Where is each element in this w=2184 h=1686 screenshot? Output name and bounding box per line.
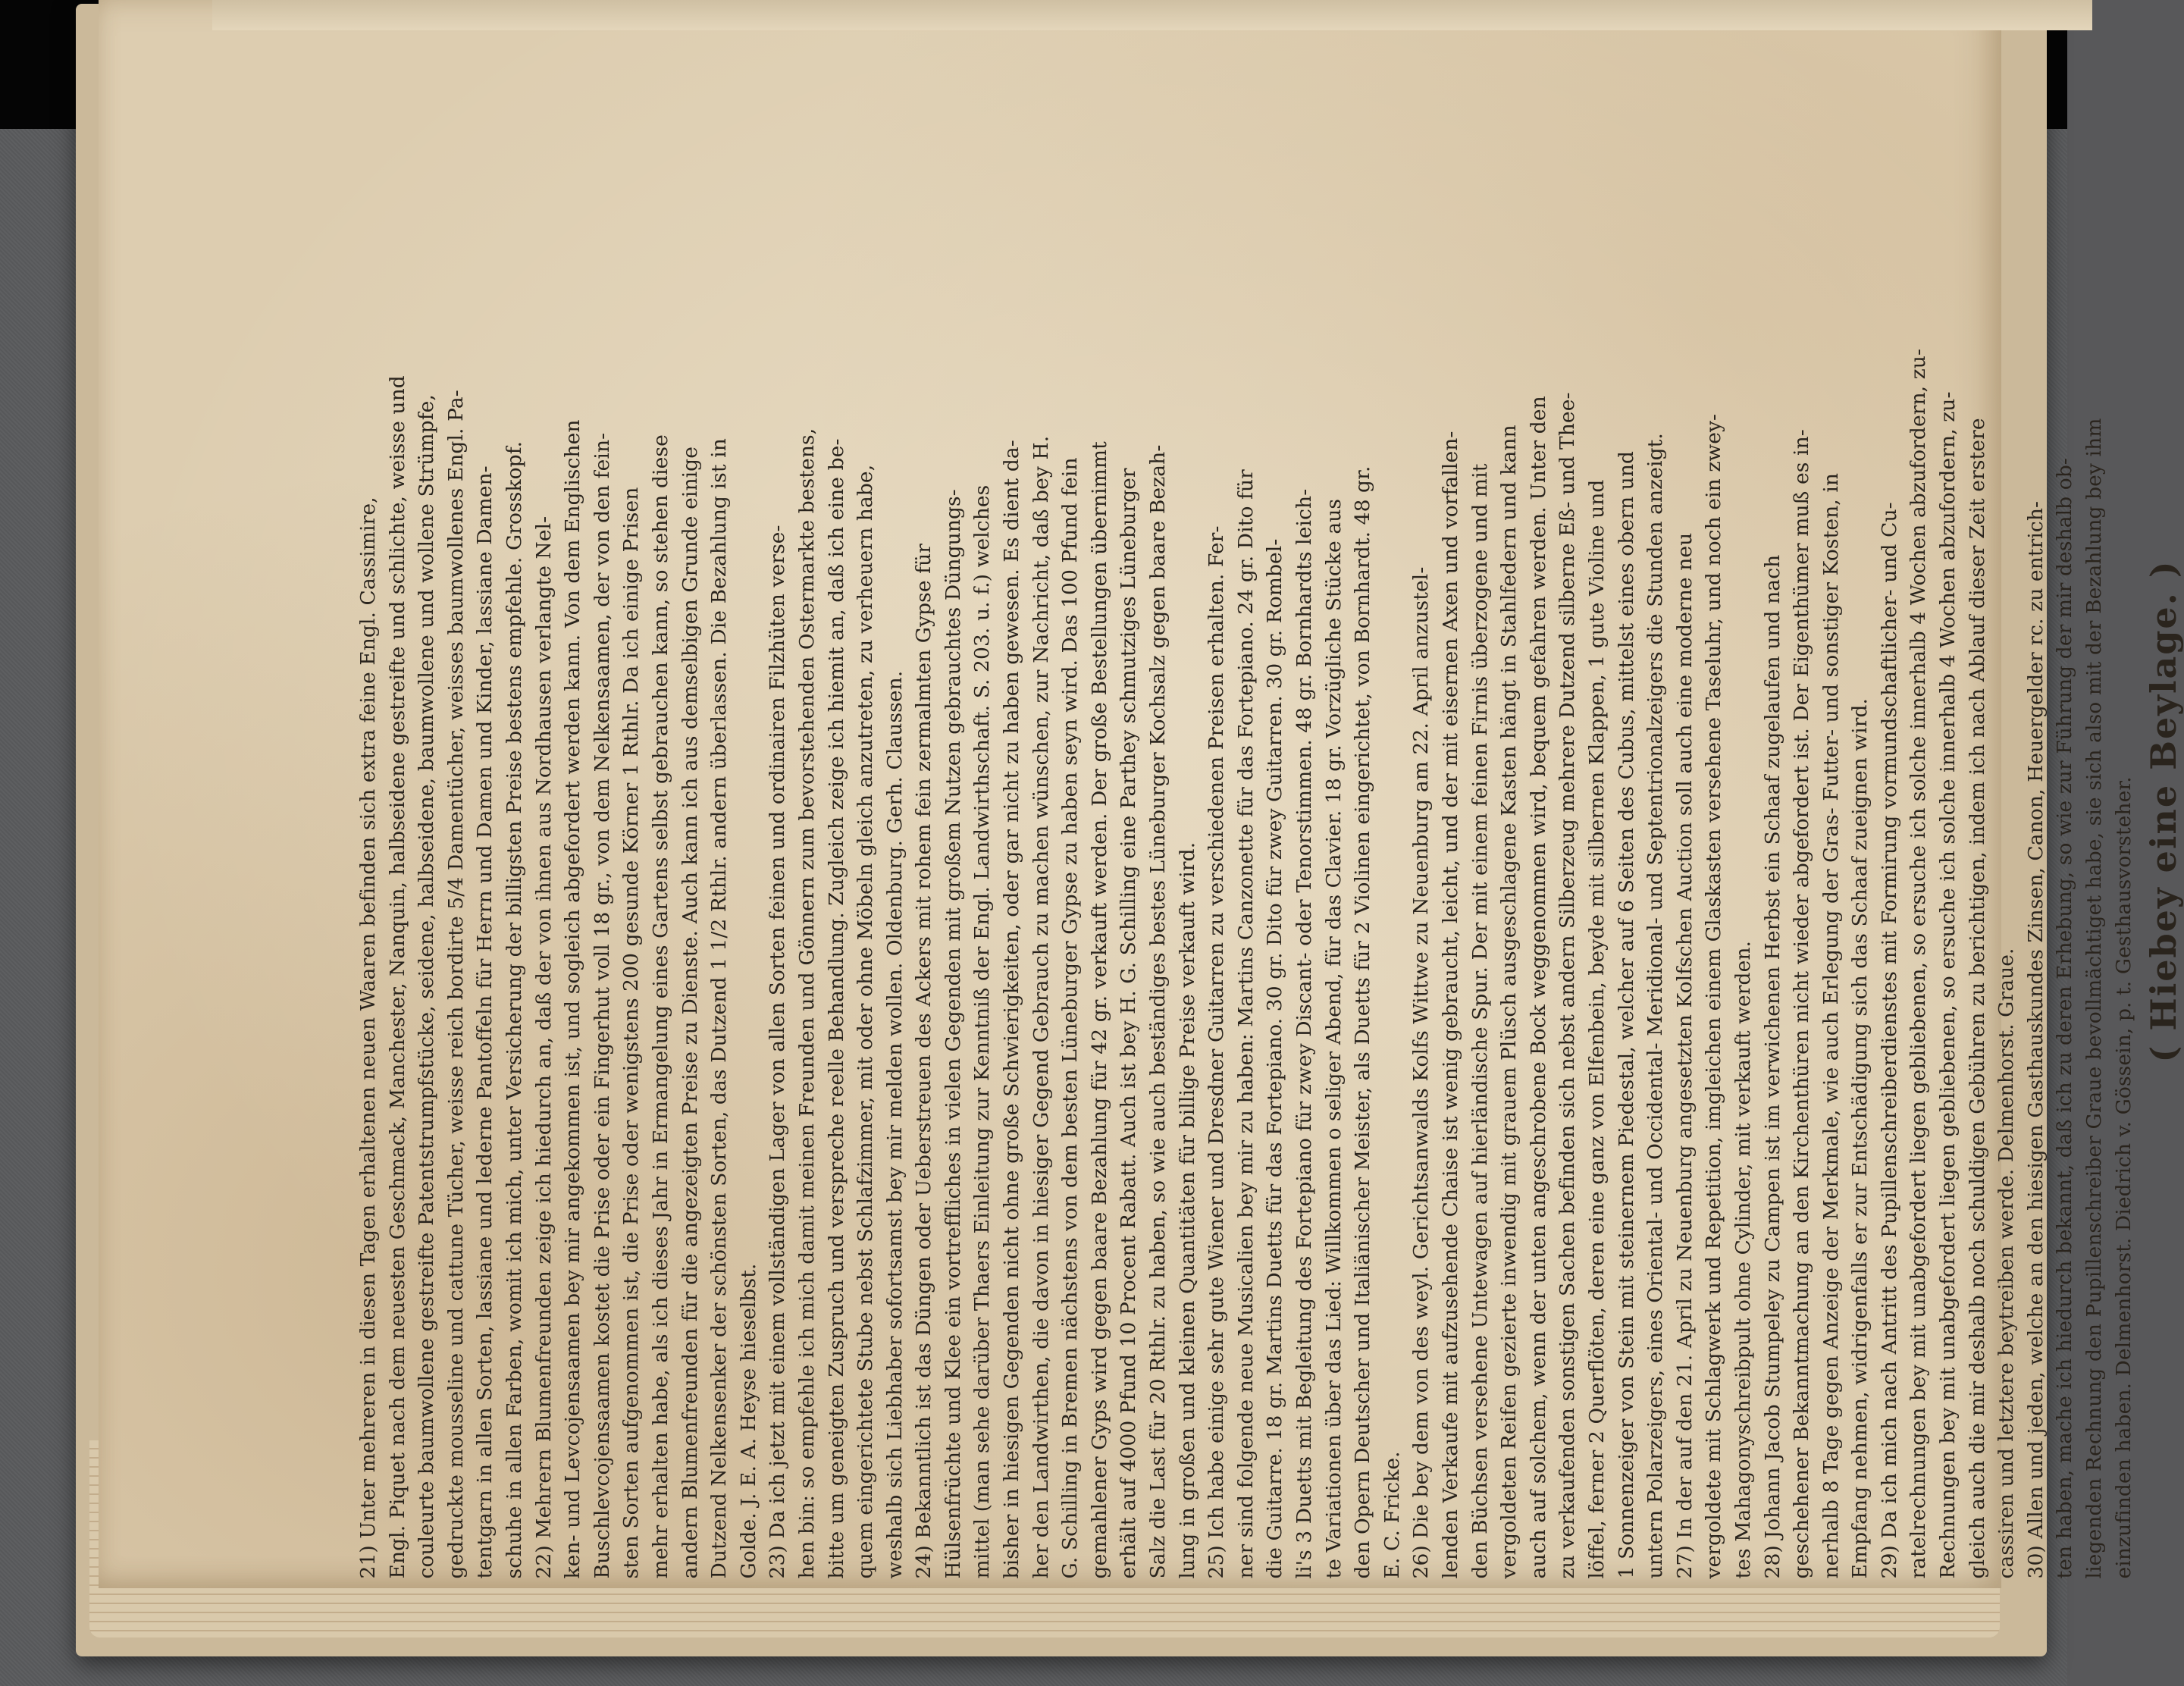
supplement-note: ( Hiebey eine Beylage. ) <box>2143 559 2184 1063</box>
text-line: die Guitarre. 18 gr. Martins Duetts für das Fortepiano. 30 gr. Dito für zwey Guitarren. 30 gr. Rombel- <box>1263 538 1287 1579</box>
advertisement-p22 <box>530 44 764 1579</box>
text-line: Hülsenfrüchte und Klee ein vortreffliches in vielen Gegenden mit großem Nutzen gebrauchtes Düngungs- <box>941 489 965 1579</box>
text-line: 21) Unter mehreren in diesen Tagen erhaltenen neuen Waaren befinden sich extra feine Engl. Cassimire, <box>356 497 380 1579</box>
advertisement-p21 <box>354 44 530 1579</box>
text-line: löffel, ferner 2 Querflöten, deren eine ganz von Elfenbein, beyde mit silbernen Klappen, 1 gute Violine und <box>1584 479 1609 1579</box>
text-line: te Variationen über das Lied: Willkommen o seliger Abend, für das Clavier. 18 gr. Vorzügliche Stücke aus <box>1321 498 1346 1579</box>
text-line: 30) Allen und jeden, welche an den hiesigen Gasthauskundes Zinsen, Canon, Heuergelder rc. zu entrich- <box>2023 500 2048 1579</box>
text-line: gemahlener Gyps wird gegen baare Bezahlung für 42 gr. verkauft werden. Der große Bestellungen übernimmt <box>1087 441 1111 1579</box>
text-line: 29) Da ich mich nach Antritt des Pupillenschreiberdienstes mit Formirung vormundschaftlicher- und Cu- <box>1877 502 1901 1579</box>
text-line: weshalb sich Liebhaber sofortsamst bey mir melden wollen. Oldenburg. Gerh. Claussen. <box>882 670 907 1579</box>
text-line: Engl. Piquet nach dem neuesten Geschmack, Manchester, Nanquin, halbseidene gestreifte und schlichte, weisse und <box>385 375 409 1579</box>
text-line: 24) Bekanntlich ist das Düngen oder Ueberstreuen des Ackers mit rohem fein zermalmten Gypse für <box>912 543 936 1579</box>
text-line: vergoldete mit Schlagwerk und Repetition, imgleichen einem Glaskasten versehene Taseluhr, und noch ein zwey- <box>1702 413 1726 1579</box>
text-line: ratelrechnungen bey mit unabgefordert liegen gebliebenen, so ersuche ich solche innerhalb 4 Wochen abzufordern, zu- <box>1907 348 1931 1579</box>
text-line: den Opern Deutscher und Italiänischer Meister, als Duetts für 2 Violinen eingerichtet, von Bornhardt. 48 gr. <box>1351 465 1375 1579</box>
advertisement-p23 <box>763 44 910 1579</box>
rotated-text-block <box>354 44 2184 1579</box>
text-line: 25) Ich habe einige sehr gute Wiener und Dresdner Guitarren zu verschiedenen Preisen erhalten. Fer- <box>1205 525 1229 1579</box>
text-line: 1 Sonnenzeiger von Stein mit steinernem Piedestal, welcher auf 6 Seiten des Cubus, mittelst eines obern und <box>1614 450 1638 1579</box>
text-line: her den Landwirthen, die davon in hiesiger Gegend Gebrauch zu machen wünschen, zur Nachricht, daß bey H. <box>1029 435 1053 1579</box>
advertisement-p24 <box>910 44 1202 1579</box>
text-line: den Büchsen versehene Untewagen auf hierländische Spur. Der mit einem feinen Firnis überzogene und mit <box>1468 463 1492 1579</box>
text-line: schuhe in allen Farben, womit ich mich, unter Versicherung der billigsten Preise bestens empfehle. Grosskopf. <box>502 440 526 1579</box>
advertisement-p29 <box>1875 44 2022 1579</box>
text-line: Rechnungen bey mit unabgefordert liegen gebliebenen, so ersuche ich solche innerhalb 4 Wochen abzufordern, zu- <box>1936 391 1960 1579</box>
text-line: liegenden Rechnung den Pupillenschreiber Graue bevollmächtiget habe, sie sich also mit der Bezahlung bey ihm <box>2082 418 2107 1579</box>
text-line: andern Blumenfreunden für die angezeigten Preise zu Dienste. Auch kann ich aus demselbigen Grunde einige <box>678 446 702 1579</box>
text-line: untern Polarzeigers, eines Oriental- und Occidental- Meridional- und Septentrionalzeigers die Stunden anzeigt. <box>1643 433 1668 1579</box>
advertisement-p27 <box>1671 44 1759 1579</box>
text-line: auch auf solchem, wenn der unten angeschrobene Bock weggenommen wird, bequem gefahren werden. Unter den <box>1526 396 1550 1579</box>
text-line: ken- und Levcojensaamen bey mir angekommen ist, und sogleich abgefordert werden kann. Von dem Englischen <box>561 419 585 1579</box>
text-line: Salz die Last für 20 Rthlr. zu haben, so wie auch beständiges bestes Lüneburger Kochsalz gegen baare Bezah- <box>1146 444 1170 1579</box>
text-line: E. C. Fricke. <box>1380 1451 1404 1579</box>
text-line: mehr erhalten habe, als ich dieses Jahr in Ermangelung eines Gartens selbst gebrauchen kann, so stehen diese <box>648 434 672 1579</box>
text-line: bisher in hiesigen Gegenden nicht ohne große Schwierigkeiten, oder gar nicht zu haben gewesen. Es dient da- <box>1000 440 1024 1579</box>
text-line: hen bin: so empfehle ich mich damit meinen Freunden und Gönnern zum bevorstehenden Ostermarkte bestens, <box>794 428 819 1579</box>
text-line: li's 3 Duetts mit Begleitung des Fortepiano für zwey Discant- oder Tenorstimmen. 48 gr. Bornhardts leich- <box>1293 488 1316 1579</box>
text-line: geschehener Bekanntmachung an den Kirchenthüren nicht wieder abgefordert ist. Der Eigenthümer muß es in- <box>1790 429 1814 1579</box>
text-line: Golde. J. E. A. Heyse hieselbst. <box>736 1263 760 1579</box>
text-line: bitte um geneigten Zuspruch und verspreche reelle Behandlung. Zugleich zeige ich hiemit an, daß ich eine be- <box>824 438 848 1579</box>
text-line: tentgarn in allen Sorten, lassiane und lederne Pantoffeln für Herrn und Damen und Kinder, lassiane Damen- <box>473 465 497 1579</box>
text-line: gedruckte mousseline und cattune Tücher, weisse reich bordirte 5/4 Damentücher, weisses baumwollenes Engl. Pa- <box>443 390 468 1579</box>
advertisement-p26 <box>1407 44 1670 1579</box>
advertisement-list <box>354 44 2139 1579</box>
text-line: nerhalb 8 Tage gegen Anzeige der Merkmale, wie auch Erlegung der Gras- Futter- und sonstiger Kosten, in <box>1819 472 1843 1579</box>
text-line: 22) Mehrern Blumenfreunden zeige ich hiedurch an, daß der von ihnen aus Nordhausen verlangte Nel- <box>531 516 556 1579</box>
text-line: lung in großen und kleinen Quantitäten für billige Preise verkauft wird. <box>1175 841 1199 1579</box>
text-line: 27) In der auf den 21. April zu Neuenburg angesetzten Kolfschen Auction soll auch eine moderne neu <box>1672 532 1697 1579</box>
advertisement-p25 <box>1202 44 1407 1579</box>
text-line: G. Schilling in Bremen nächstens von dem besten Lüneburger Gypse zu haben seyn wird. Das 100 Pfund fein <box>1058 457 1083 1579</box>
text-line: ten haben, mache ich hiedurch bekannt, daß ich zu deren Erhebung, so wie zur Führung der mir deshalb ob- <box>2053 458 2077 1579</box>
text-line: zu verkaufenden sonstigen Sachen befinden sich nebst andern Silberzeug mehrere Dutzend silberne Eß- und Thee- <box>1556 392 1580 1579</box>
text-line: vergoldeten Reifen gezierte inwendig mit grauem Plüsch ausgeschlagene Kasten hängt in Stahlfedern und kann <box>1497 425 1521 1579</box>
advertisement-p30 <box>2022 44 2139 1579</box>
page-top-strip <box>212 0 2092 30</box>
text-line: cassiren und letztere beytreiben werde. Delmenhorst. Graue. <box>1994 948 2019 1579</box>
text-line: couleurte baumwollene gestreifte Patentstrumpfstücke, seidene, halbseidene, baumwollene und wollene Strümpfe, <box>415 394 439 1579</box>
newspaper-page <box>99 0 2184 1588</box>
text-line: erhält auf 4000 Pfund 10 Procent Rabatt. Auch ist bey H. G. Schilling eine Parthey schmutziges Lüneburger <box>1117 468 1141 1579</box>
text-line: Dutzend Nelkensenker der schönsten Sorten, das Dutzend 1 1/2 Rthlr. andern überlassen. Die Bezahlung ist in <box>707 438 732 1579</box>
text-line: ner sind folgende neue Musicalien bey mir zu haben: Martins Canzonette für das Fortepiano. 24 gr. Dito für <box>1233 469 1258 1579</box>
text-line: tes Mahagonyschreibpult ohne Cylinder, mit verkauft werden. <box>1731 940 1755 1579</box>
text-line: Buschlevcojensaamen kostet die Prise oder ein Fingerhut voll 18 gr., von dem Nelkensaamen, der von den fein- <box>590 432 614 1579</box>
text-line: einzufinden haben. Delmenhorst. Diedrich v. Gössein, p. t. Gesthausvorsteher. <box>2111 776 2135 1579</box>
text-line: lenden Verkaufe mit aufzusehende Chaise ist wenig gebraucht, leicht, und der mit eisernen Axen und vorfallen- <box>1438 431 1462 1579</box>
text-line: mittel (man sehe darüber Thaers Einleitung zur Kenntniß der Engl. Landwirthschaft. S. 203. u. f.) welches <box>970 484 995 1579</box>
text-line: gleich auch die mir deshalb noch schuldigen Gebühren zu berichtigen, indem ich nach Ablauf dieser Zeit erstere <box>1965 418 1989 1579</box>
text-line: 26) Die bey dem von des weyl. Gerichtsanwalds Kolfs Wittwe zu Neuenburg am 22. April anzustel- <box>1409 566 1434 1579</box>
text-line: 23) Da ich jetzt mit einem vollständigen Lager von allen Sorten feinen und ordinairen Filzhüten verse- <box>766 525 790 1579</box>
advertisement-p28 <box>1759 44 1875 1579</box>
text-line: 28) Johann Jacob Stumpeley zu Campen ist im verwichenen Herbst ein Schaaf zugelaufen und nach <box>1760 554 1784 1579</box>
text-line: quem eingerichtete Stube nebst Schlafzimmer, mit oder ohne Möbeln gleich anzutreten, zu verheuern habe, <box>854 464 878 1579</box>
text-line: Empfang nehmen, widrigenfalls er zur Entschädigung sich das Schaaf zueignen wird. <box>1848 697 1872 1579</box>
text-line: sten Sorten aufgenommen ist, die Prise oder wenigstens 200 gesunde Körner 1 Rthlr. Da ich einige Prisen <box>619 487 644 1579</box>
